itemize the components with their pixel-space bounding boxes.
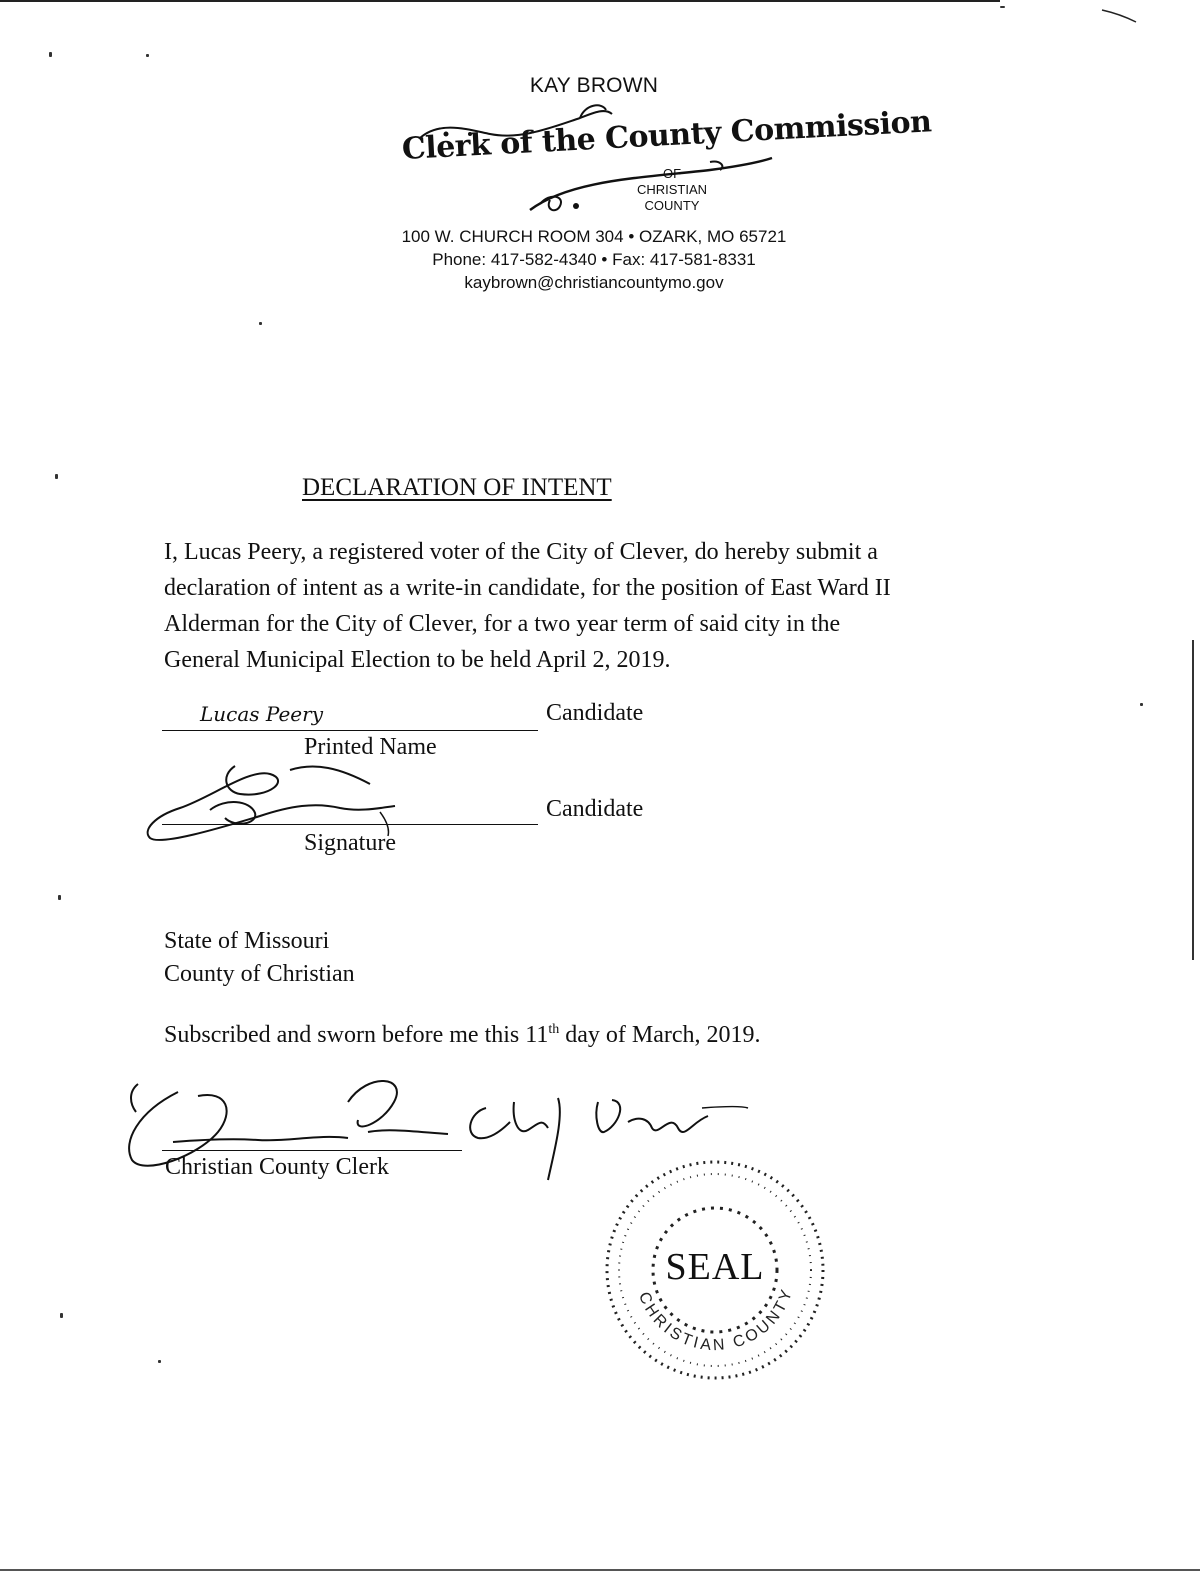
printed-name-label: Printed Name: [304, 734, 437, 760]
letterhead-email: kaybrown@christiancountymo.gov: [464, 273, 724, 292]
clerk-label: Christian County Clerk: [165, 1154, 389, 1180]
oath-prefix: Subscribed and sworn before me this 11: [164, 1022, 549, 1048]
paragraph-line: Alderman for the City of Clever, for a two year term of said city in the: [164, 611, 841, 637]
oath-ordinal-suffix: th: [548, 1022, 560, 1037]
scan-mark: [1100, 6, 1140, 26]
scan-edge-bottom: [0, 1569, 1200, 1571]
paragraph-line: declaration of intent as a write-in candidate, for the position of East Ward II: [164, 575, 891, 601]
signature-label: Signature: [304, 830, 396, 856]
county-seal-ring-text: CHRISTIAN COUNTY: [634, 1285, 797, 1355]
signature-role: Candidate: [546, 796, 644, 822]
scan-speck: [49, 52, 52, 57]
paragraph-line: General Municipal Election to be held April 2, 2019.: [164, 647, 671, 673]
scan-edge-top: [0, 0, 1000, 2]
oath-statement: [164, 1022, 761, 1049]
scan-speck: [158, 1360, 161, 1363]
venue-state: State of Missouri: [164, 928, 330, 954]
clerk-logo-of: OF: [662, 166, 682, 181]
letterhead-name: KAY BROWN: [529, 74, 659, 97]
oath-suffix: day of March, 2019.: [559, 1022, 761, 1048]
scan-speck: [60, 1313, 63, 1318]
scan-speck: [1000, 6, 1005, 8]
scan-speck: [55, 474, 58, 479]
clerk-logo-county-2: COUNTY: [644, 198, 700, 213]
printed-name-role: Candidate: [546, 700, 644, 726]
printed-name-rule: [162, 730, 538, 731]
scan-speck: [146, 54, 149, 57]
clerk-rule: [162, 1150, 462, 1151]
letterhead-address: 100 W. CHURCH ROOM 304 • OZARK, MO 65721: [401, 227, 787, 246]
signature-rule: [162, 824, 538, 825]
scan-speck: [259, 322, 262, 325]
clerk-logo-county-1: CHRISTIAN: [636, 182, 708, 197]
printed-name-handwritten: Lucas Peery: [200, 702, 323, 726]
declaration-paragraph: [164, 534, 1024, 678]
county-seal-center: SEAL: [665, 1246, 765, 1288]
scan-speck: [1140, 703, 1143, 706]
scan-speck: [58, 895, 61, 900]
venue-county: County of Christian: [164, 961, 355, 987]
paragraph-line: I, Lucas Peery, a registered voter of the City of Clever, do hereby submit a: [164, 539, 878, 565]
scan-edge-right: [1192, 640, 1194, 960]
county-seal: [595, 1150, 835, 1390]
document-title: DECLARATION OF INTENT: [302, 474, 612, 501]
letterhead-phone-fax: Phone: 417-582-4340 • Fax: 417-581-8331: [432, 250, 756, 269]
clerk-logo-text: Clerk of the County Commission: [401, 104, 933, 167]
clerk-logo: [380, 100, 933, 230]
